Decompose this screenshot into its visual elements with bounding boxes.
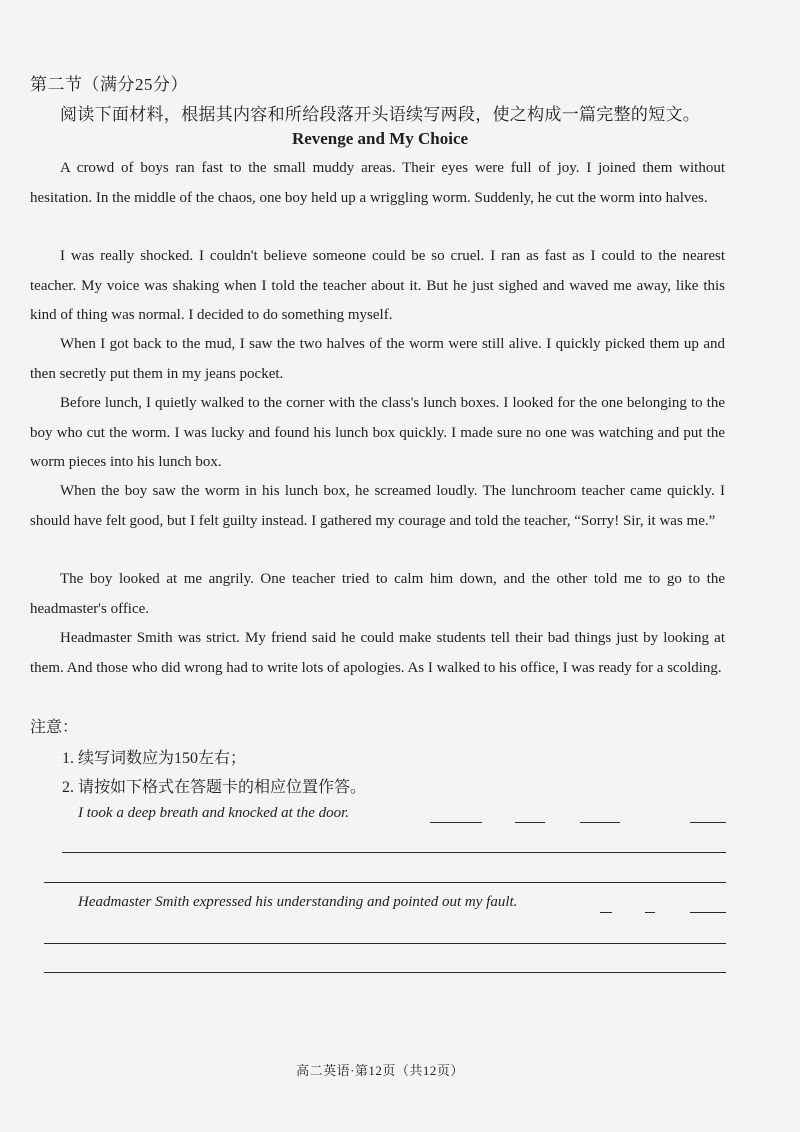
passage-paragraph: Before lunch, I quietly walked to the corner with the class's lunch boxes. I looked for the one belonging to the boy who cut the worm. I was lucky and found his lunch box quickly. I made sure no one was watching and put the worm pieces into his lunch box. — [30, 395, 725, 470]
passage-paragraph: The boy looked at me angrily. One teacher tried to calm him down, and the other told me to go to the headmaster's office. — [30, 571, 725, 617]
writing-line[interactable] — [62, 852, 726, 854]
writing-line[interactable] — [690, 912, 726, 914]
passage-paragraph: When I got back to the mud, I saw the two halves of the worm were still alive. I quickly picked them up and then secretly put them in my jeans pocket. — [30, 336, 725, 382]
passage-title: Revenge and My Choice — [291, 129, 469, 148]
continuation-starter-1: I took a deep breath and knocked at the door. — [78, 805, 350, 821]
passage-paragraph: Headmaster Smith was strict. My friend said he could make students tell their bad things just by looking at them. And those who did wrong had to write lots of apologies. As I walked to his office, I was ready for a scolding. — [30, 630, 725, 676]
instruction-text: 阅读下面材料，根据其内容和所给段落开头语续写两段，使之构成一篇完整的短文。 — [60, 105, 701, 124]
continuation-starter-2: Headmaster Smith expressed his understanding and pointed out my fault. — [78, 894, 518, 910]
writing-line[interactable] — [430, 822, 482, 824]
writing-line[interactable] — [580, 822, 620, 824]
note-item: 2. 请按如下格式在答题卡的相应位置作答。 — [62, 779, 367, 796]
writing-line[interactable] — [44, 972, 726, 974]
passage-paragraph: When the boy saw the worm in his lunch box, he screamed loudly. The lunchroom teacher came quickly. I should have felt good, but I felt guilty instead. I gathered my courage and told the teacher, “Sorry! Sir, it was me.” — [30, 483, 725, 529]
page-footer: 高二英语·第12页（共12页） — [296, 1063, 464, 1078]
section-header: 第二节（满分25分） — [30, 75, 188, 94]
writing-line[interactable] — [44, 943, 726, 945]
passage-paragraph: A crowd of boys ran fast to the small muddy areas. Their eyes were full of joy. I joined them without hesitation. In the middle of the chaos, one boy held up a wriggling worm. Suddenly, he cut the worm into halves. — [30, 160, 725, 206]
writing-line[interactable] — [600, 912, 612, 914]
passage-paragraph: I was really shocked. I couldn't believe someone could be so cruel. I ran as fast as I could to the nearest teacher. My voice was shaking when I told the teacher about it. But he just sighed and waved me away, like this kind of thing was normal. I decided to do something myself. — [30, 248, 725, 323]
writing-line[interactable] — [515, 822, 545, 824]
note-item: 1. 续写词数应为150左右； — [62, 750, 247, 767]
writing-line[interactable] — [645, 912, 655, 914]
notes-heading: 注意： — [30, 719, 79, 736]
writing-line[interactable] — [44, 882, 726, 884]
writing-line[interactable] — [690, 822, 726, 824]
